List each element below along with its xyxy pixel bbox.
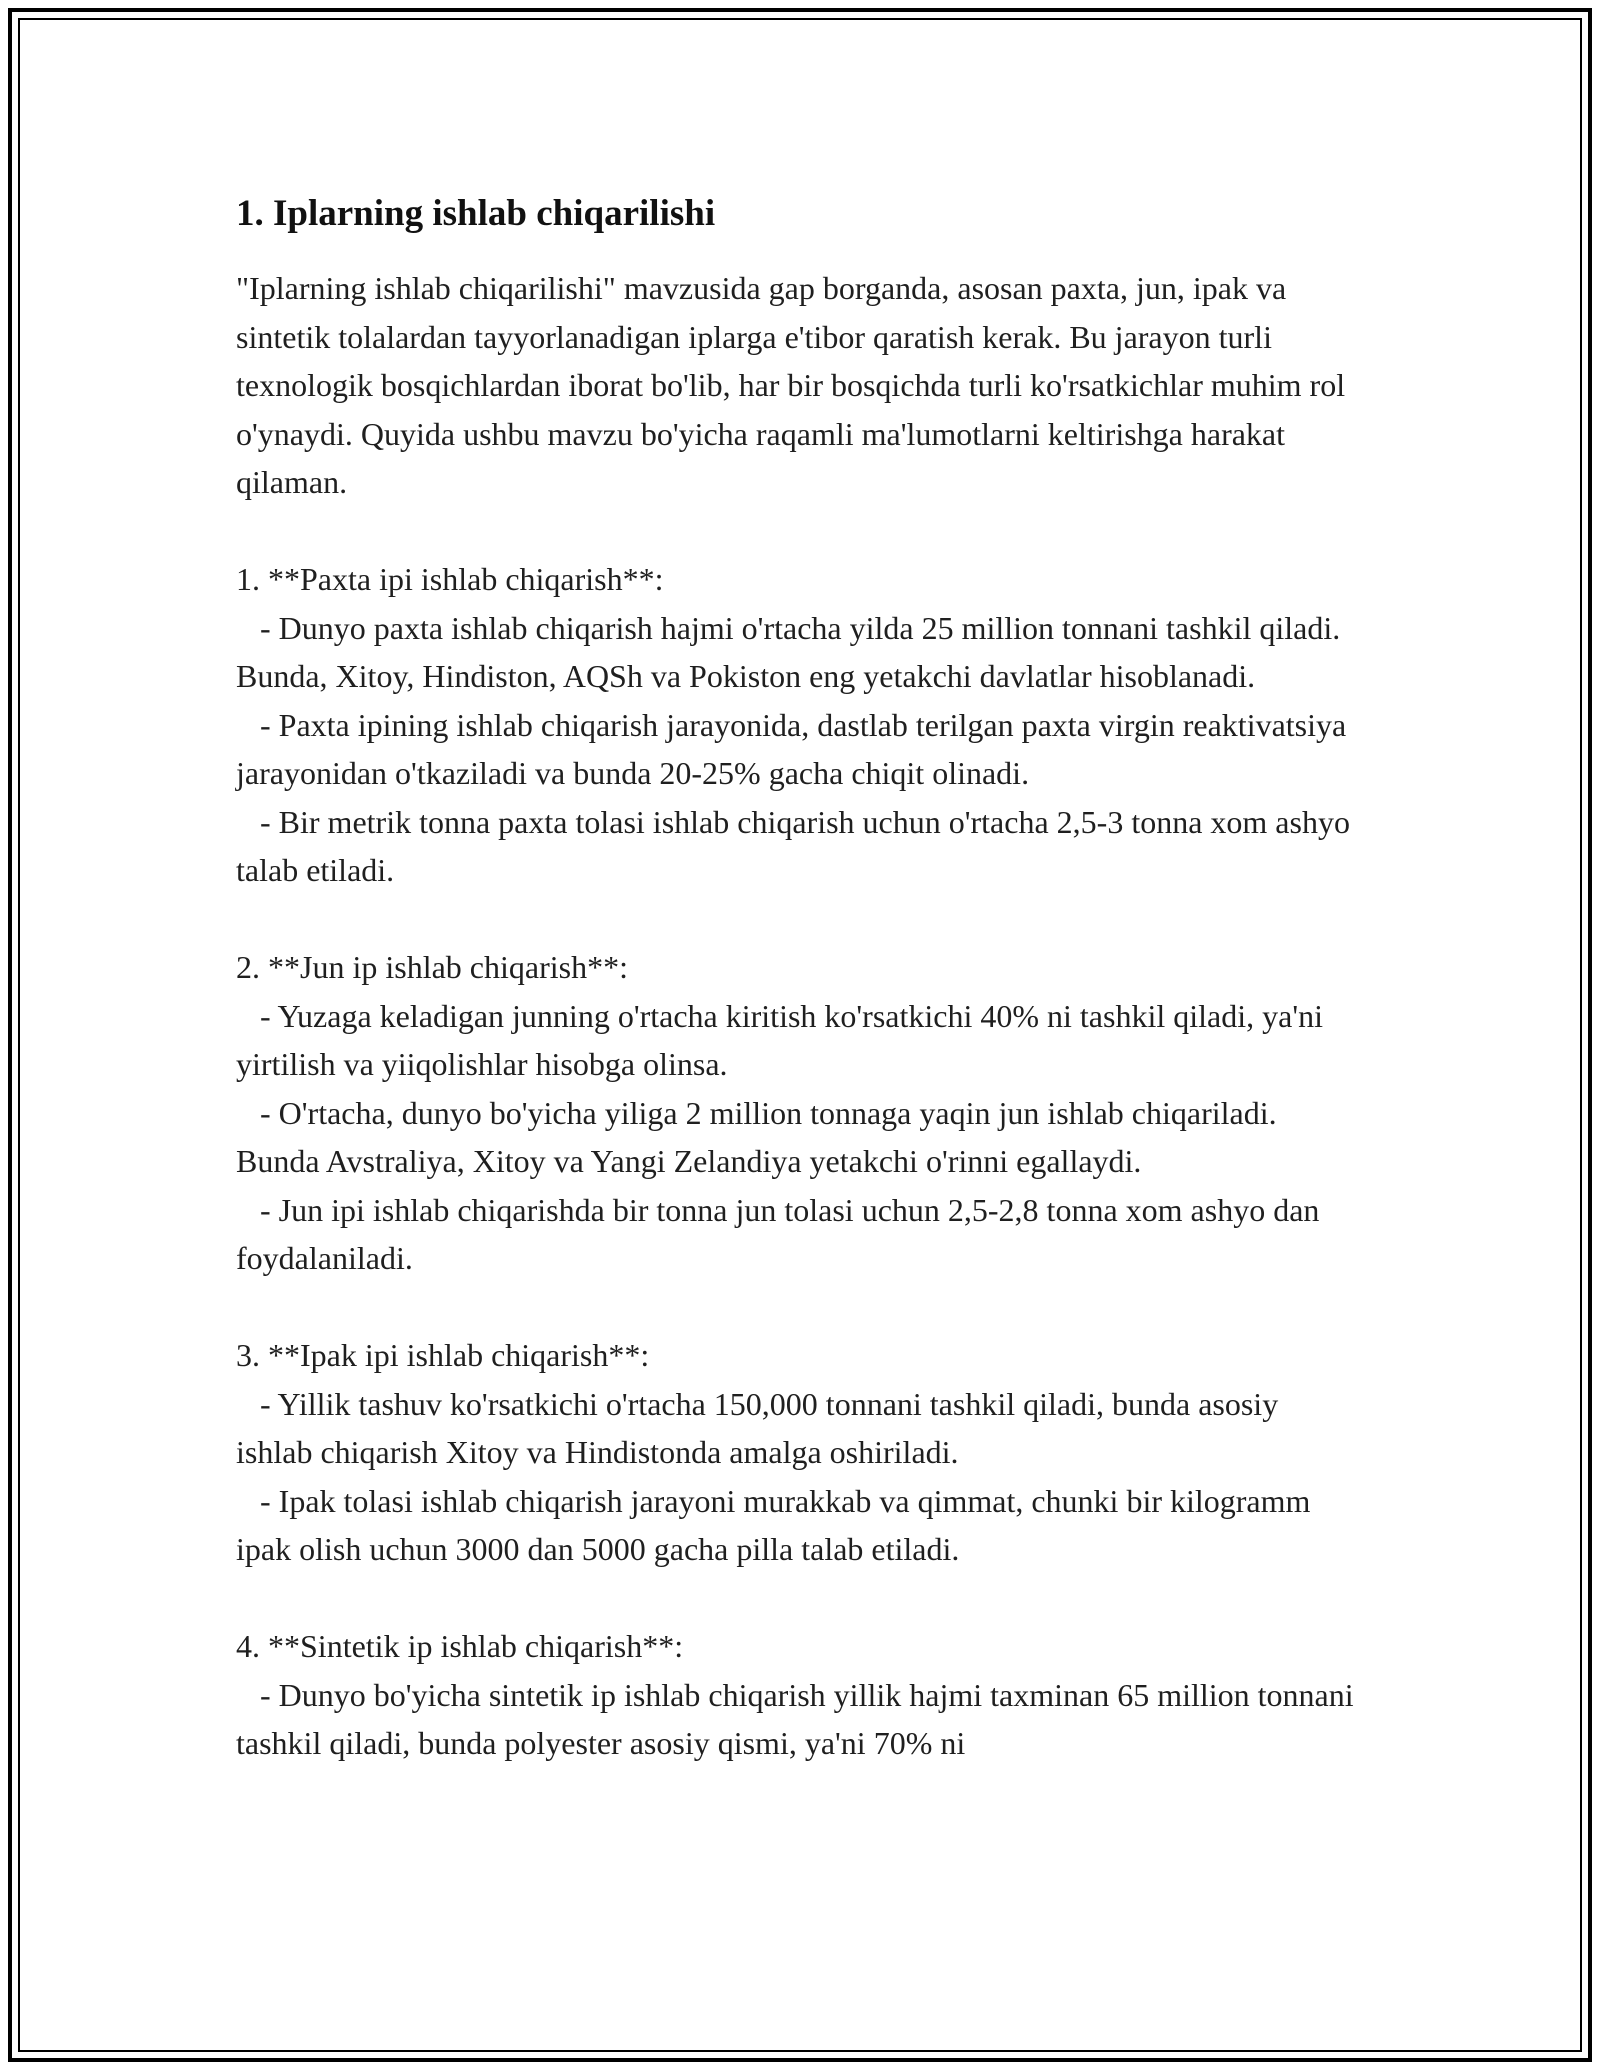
section-heading: 1. Iplarning ishlab chiqarilishi bbox=[236, 193, 716, 234]
document-content bbox=[236, 186, 1360, 1768]
body-text: "Iplarning ishlab chiqarilishi" mavzusida gap borganda, asosan paxta, jun, ipak va sintetik tolalardan tayyorlanadigan iplarga e'tibor qaratish kerak. Bu jarayon turli texnologik bosqichlardan iborat bo'lib, har bir bosqichda turli ko'rsatkichlar muhim rol o'ynaydi. Quyida ushbu mavzu bo'yicha raqamli ma'lumotlarni keltirishga harakat qilaman. 1. **Paxta ipi ishlab chiqarish**: - Dunyo paxta ishlab chiqarish hajmi o'rtacha yilda 25 million tonnani tashkil qiladi. Bunda, Xitoy, Hindiston, AQSh va Pokiston eng yetakchi davlatlar hisoblanadi. - Paxta ipining ishlab chiqarish jarayonida, dastlab terilgan paxta virgin reaktivatsiya jarayonidan o'tkaziladi va bunda 20-25% gacha chiqit olinadi. - Bir metrik tonna paxta tolasi ishlab chiqarish uchun o'rtacha 2,5-3 tonna xom ashyo talab etiladi. 2. **Jun ip ishlab chiqarish**: - Yuzaga keladigan junning o'rtacha kiritish ko'rsatkichi 40% ni tashkil qiladi, ya'ni yirtilish va yiiqolishlar hisobga olinsa. - O'rtacha, dunyo bo'yicha yiliga 2 million tonnaga yaqin jun ishlab chiqariladi. Bunda Avstraliya, Xitoy va Yangi Zelandiya yetakchi o'rinni egallaydi. - Jun ipi ishlab chiqarishda bir tonna jun tolasi uchun 2,5-2,8 tonna xom ashyo dan foydalaniladi. 3. **Ipak ipi ishlab chiqarish**: - Yillik tashuv ko'rsatkichi o'rtacha 150,000 tonnani tashkil qiladi, bunda asosiy ishlab chiqarish Xitoy va Hindistonda amalga oshiriladi. - Ipak tolasi ishlab chiqarish jarayoni murakkab va qimmat, chunki bir kilogramm ipak olish uchun 3000 dan 5000 gacha pilla talab etiladi. 4. **Sintetik ip ishlab chiqarish**: - Dunyo bo'yicha sintetik ip ishlab chiqarish yillik hajmi taxminan 65 million tonnani tashkil qiladi, bunda polyester asosiy qismi, ya'ni 70% ni bbox=[236, 270, 1354, 1761]
